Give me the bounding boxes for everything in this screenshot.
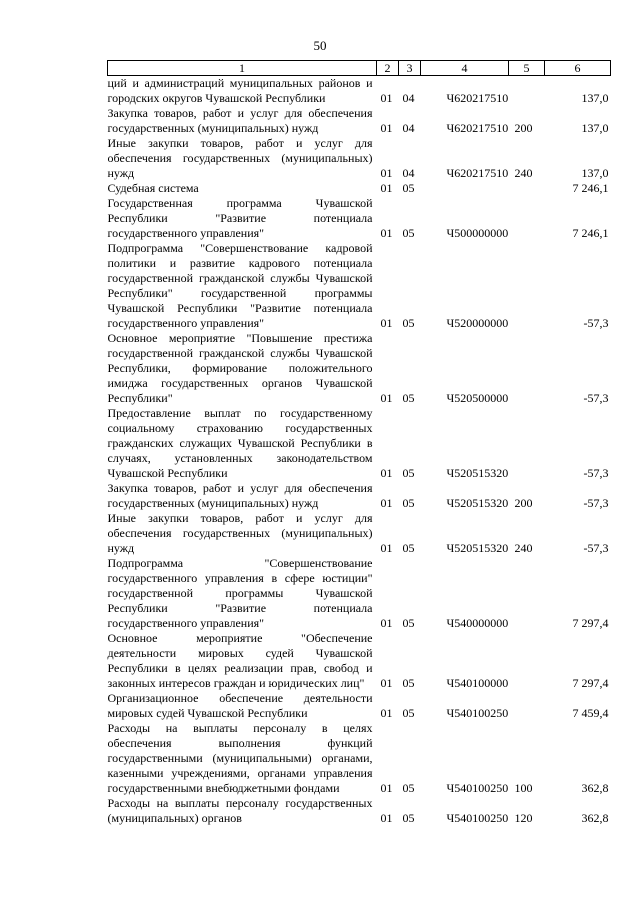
table-row — [108, 181, 611, 196]
row-target-article: Ч620217510 — [446, 166, 509, 180]
table-row — [108, 631, 611, 691]
row-subsection: 05 — [402, 391, 415, 405]
row-amount: -57,3 — [583, 391, 609, 405]
row-expense-type — [509, 691, 545, 721]
row-target-article: Ч520000000 — [446, 316, 509, 330]
header-cell-pr: 3 — [399, 61, 421, 76]
row-amount: 137,0 — [581, 166, 609, 180]
row-amount: 7 297,4 — [572, 616, 609, 630]
row-subsection: 05 — [402, 541, 415, 555]
table-row — [108, 511, 611, 556]
header-cell-csr: 4 — [421, 61, 509, 76]
row-subsection: 05 — [402, 781, 415, 795]
row-section: 01 — [380, 316, 393, 330]
row-name: Иные закупки товаров, работ и услуг для обеспечения государственных (муниципальных) нужд — [107, 511, 373, 555]
row-amount: 7 459,4 — [572, 706, 609, 720]
row-target-article: Ч540100250 — [446, 781, 509, 795]
row-section: 01 — [380, 91, 393, 105]
row-target-article: Ч620217510 — [446, 91, 509, 105]
row-expense-type: 240 — [514, 166, 533, 180]
row-expense-type: 200 — [514, 496, 533, 510]
table-row — [108, 331, 611, 406]
row-section: 01 — [380, 181, 393, 195]
row-section: 01 — [380, 616, 393, 630]
row-target-article: Ч540100250 — [446, 706, 509, 720]
row-amount: 7 246,1 — [572, 181, 609, 195]
header-cell-rz: 2 — [377, 61, 399, 76]
header-row — [108, 61, 611, 76]
row-subsection: 04 — [402, 166, 415, 180]
table-row — [108, 76, 611, 107]
row-target-article: Ч520515320 — [446, 541, 509, 555]
row-name: Основное мероприятие "Повышение престижа государственной гражданской службы Чувашской Республики, формирование положительного имиджа государственных органов Чувашской Республики" — [107, 331, 373, 405]
row-subsection: 05 — [402, 706, 415, 720]
row-subsection: 05 — [402, 181, 415, 195]
row-name: Организационное обеспечение деятельности мировых судей Чувашской Республики — [107, 691, 373, 720]
row-amount: 362,8 — [581, 781, 609, 795]
table-body — [108, 76, 611, 827]
row-subsection: 05 — [402, 466, 415, 480]
row-amount: -57,3 — [583, 466, 609, 480]
table-row — [108, 196, 611, 241]
row-expense-type: 200 — [514, 121, 533, 135]
row-target-article — [421, 181, 509, 196]
row-amount: -57,3 — [583, 496, 609, 510]
row-name: Предоставление выплат по государственному социальному страхованию государственных гражданских служащих Чувашской Республики в случаях, установленных законодательством Чувашской Республики — [107, 406, 373, 480]
row-name: Закупка товаров, работ и услуг для обеспечения государственных (муниципальных) нужд — [107, 481, 373, 510]
row-target-article: Ч620217510 — [446, 121, 509, 135]
row-amount: -57,3 — [583, 316, 609, 330]
row-subsection: 05 — [402, 226, 415, 240]
row-section: 01 — [380, 121, 393, 135]
row-name: Закупка товаров, работ и услуг для обеспечения государственных (муниципальных) нужд — [107, 106, 373, 135]
table-row — [108, 556, 611, 631]
row-target-article: Ч540100000 — [446, 676, 509, 690]
row-name: Иные закупки товаров, работ и услуг для обеспечения государственных (муниципальных) нужд — [107, 136, 373, 180]
row-amount: 137,0 — [581, 91, 609, 105]
row-target-article: Ч540000000 — [446, 616, 509, 630]
row-expense-type — [509, 241, 545, 331]
row-section: 01 — [380, 541, 393, 555]
table-header — [108, 61, 611, 76]
row-name: Расходы на выплаты персоналу государственных (муниципальных) органов — [107, 796, 373, 825]
row-subsection: 05 — [402, 676, 415, 690]
table-row — [108, 721, 611, 796]
row-section: 01 — [380, 781, 393, 795]
header-cell-name: 1 — [108, 61, 377, 76]
row-name: Основное мероприятие "Обеспечение деятельности мировых судей Чувашской Республики в целях реализации прав, свобод и законных интересов граждан и юридических лиц" — [107, 631, 373, 690]
row-expense-type: 100 — [514, 781, 533, 795]
header-cell-sum: 6 — [545, 61, 611, 76]
table-row — [108, 796, 611, 826]
row-subsection: 05 — [402, 811, 415, 825]
row-name: Подпрограмма "Совершенствование государственного управления в сфере юстиции" государственной программы Чувашской Республики "Развитие потенциала государственного управления" — [107, 556, 373, 630]
row-expense-type — [509, 196, 545, 241]
row-section: 01 — [380, 706, 393, 720]
row-expense-type — [509, 181, 545, 196]
row-target-article: Ч520515320 — [446, 496, 509, 510]
row-expense-type — [509, 556, 545, 631]
budget-table — [107, 60, 611, 826]
row-expense-type — [509, 406, 545, 481]
table-row — [108, 241, 611, 331]
row-section: 01 — [380, 391, 393, 405]
row-subsection: 05 — [402, 496, 415, 510]
row-expense-type — [509, 631, 545, 691]
row-section: 01 — [380, 496, 393, 510]
row-expense-type — [509, 76, 545, 107]
table-row — [108, 106, 611, 136]
row-target-article: Ч540100250 — [446, 811, 509, 825]
row-subsection: 05 — [402, 316, 415, 330]
row-amount: 7 297,4 — [572, 676, 609, 690]
table-row — [108, 481, 611, 511]
row-subsection: 04 — [402, 91, 415, 105]
row-subsection: 04 — [402, 121, 415, 135]
table-row — [108, 406, 611, 481]
row-section: 01 — [380, 166, 393, 180]
row-target-article: Ч520500000 — [446, 391, 509, 405]
row-expense-type — [509, 331, 545, 406]
row-subsection: 05 — [402, 616, 415, 630]
row-name: Государственная программа Чувашской Республики "Развитие потенциала государственного управления" — [107, 196, 373, 240]
row-target-article: Ч500000000 — [446, 226, 509, 240]
row-amount: 7 246,1 — [572, 226, 609, 240]
row-target-article: Ч520515320 — [446, 466, 509, 480]
row-amount: 362,8 — [581, 811, 609, 825]
row-name: ций и администраций муниципальных районов и городских округов Чувашской Республики — [107, 76, 373, 105]
row-section: 01 — [380, 226, 393, 240]
row-section: 01 — [380, 466, 393, 480]
row-section: 01 — [380, 811, 393, 825]
row-name: Расходы на выплаты персоналу в целях обеспечения выполнения функций государственными (муниципальными) органами, казенными учреждениями, органами управления государственными внебюджетными фондами — [107, 721, 373, 795]
row-name: Судебная система — [107, 181, 199, 195]
row-expense-type: 120 — [514, 811, 533, 825]
row-expense-type: 240 — [514, 541, 533, 555]
row-name: Подпрограмма "Совершенствование кадровой политики и развитие кадрового потенциала государственной гражданской службы Чувашской Республики" государственной программы Чувашской Республики "Развитие потенциала государственного управления" — [107, 241, 373, 330]
row-section: 01 — [380, 676, 393, 690]
table-row — [108, 136, 611, 181]
table-row — [108, 691, 611, 721]
page-number: 50 — [313, 38, 327, 53]
row-amount: 137,0 — [581, 121, 609, 135]
header-cell-vr: 5 — [509, 61, 545, 76]
row-amount: -57,3 — [583, 541, 609, 555]
